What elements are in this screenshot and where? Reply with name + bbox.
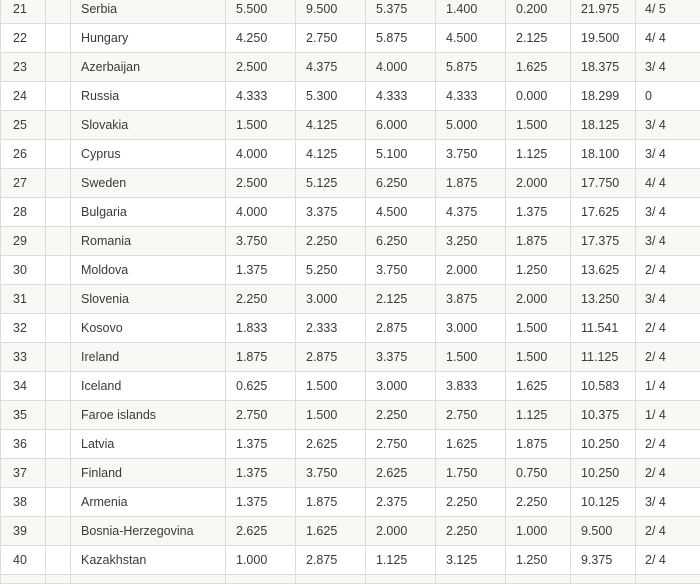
- table-row: [1, 111, 700, 140]
- total-score-cell: 18.375: [571, 53, 636, 82]
- score-4-cell: 3.750: [436, 140, 506, 169]
- flag-cell: [46, 372, 71, 401]
- country-cell: Ireland: [71, 343, 226, 372]
- empty-cell: [1, 575, 46, 584]
- score-5-cell: 1.500: [506, 314, 571, 343]
- score-3-cell: 5.875: [366, 24, 436, 53]
- country-cell: Armenia: [71, 488, 226, 517]
- flag-cell: [46, 459, 71, 488]
- ratio-cell: 2/ 4: [636, 256, 700, 285]
- rank-cell: 38: [1, 488, 46, 517]
- ratio-cell: 3/ 4: [636, 227, 700, 256]
- rank-cell: 31: [1, 285, 46, 314]
- table-row: [1, 227, 700, 256]
- table-row: [1, 140, 700, 169]
- score-2-cell: 1.625: [296, 517, 366, 546]
- total-score-cell: 11.125: [571, 343, 636, 372]
- score-3-cell: 6.000: [366, 111, 436, 140]
- score-3-cell: 4.500: [366, 198, 436, 227]
- country-cell: Kosovo: [71, 314, 226, 343]
- flag-cell: [46, 169, 71, 198]
- flag-cell: [46, 314, 71, 343]
- score-4-cell: 3.833: [436, 372, 506, 401]
- ratio-cell: 3/ 4: [636, 140, 700, 169]
- score-5-cell: 1.000: [506, 517, 571, 546]
- score-1-cell: 4.250: [226, 24, 296, 53]
- score-5-cell: 1.125: [506, 140, 571, 169]
- table-row: [1, 546, 700, 575]
- score-5-cell: 0.750: [506, 459, 571, 488]
- score-5-cell: 2.000: [506, 169, 571, 198]
- score-3-cell: 3.750: [366, 256, 436, 285]
- score-2-cell: 3.000: [296, 285, 366, 314]
- score-5-cell: 1.250: [506, 256, 571, 285]
- rank-cell: 35: [1, 401, 46, 430]
- table-row: [1, 343, 700, 372]
- score-2-cell: 3.750: [296, 459, 366, 488]
- score-5-cell: 1.500: [506, 111, 571, 140]
- score-5-cell: 2.000: [506, 285, 571, 314]
- empty-cell: [296, 575, 366, 584]
- total-score-cell: 13.625: [571, 256, 636, 285]
- rank-cell: 39: [1, 517, 46, 546]
- flag-cell: [46, 546, 71, 575]
- score-3-cell: 6.250: [366, 169, 436, 198]
- score-1-cell: 2.250: [226, 285, 296, 314]
- country-cell: Bulgaria: [71, 198, 226, 227]
- table-row: [1, 53, 700, 82]
- score-2-cell: 5.250: [296, 256, 366, 285]
- total-score-cell: 17.375: [571, 227, 636, 256]
- flag-cell: [46, 517, 71, 546]
- score-4-cell: 3.000: [436, 314, 506, 343]
- empty-cell: [571, 575, 636, 584]
- rank-cell: 27: [1, 169, 46, 198]
- score-4-cell: 2.250: [436, 517, 506, 546]
- score-3-cell: 2.750: [366, 430, 436, 459]
- score-4-cell: 3.875: [436, 285, 506, 314]
- score-5-cell: 0.000: [506, 82, 571, 111]
- flag-cell: [46, 488, 71, 517]
- score-2-cell: 3.375: [296, 198, 366, 227]
- score-3-cell: 3.375: [366, 343, 436, 372]
- score-4-cell: 2.750: [436, 401, 506, 430]
- score-5-cell: 1.250: [506, 546, 571, 575]
- score-3-cell: 2.875: [366, 314, 436, 343]
- score-2-cell: 5.300: [296, 82, 366, 111]
- score-2-cell: 4.125: [296, 140, 366, 169]
- rank-cell: 34: [1, 372, 46, 401]
- score-5-cell: 1.375: [506, 198, 571, 227]
- score-2-cell: 1.500: [296, 372, 366, 401]
- score-5-cell: 2.125: [506, 24, 571, 53]
- score-3-cell: 3.000: [366, 372, 436, 401]
- score-1-cell: 1.500: [226, 111, 296, 140]
- flag-cell: [46, 430, 71, 459]
- score-3-cell: 2.625: [366, 459, 436, 488]
- table-row: [1, 575, 700, 584]
- score-4-cell: 2.250: [436, 488, 506, 517]
- score-2-cell: 9.500: [296, 0, 366, 24]
- flag-cell: [46, 343, 71, 372]
- country-cell: Iceland: [71, 372, 226, 401]
- ratio-cell: 3/ 4: [636, 285, 700, 314]
- score-4-cell: 4.333: [436, 82, 506, 111]
- table-row: [1, 372, 700, 401]
- flag-cell: [46, 82, 71, 111]
- score-4-cell: 5.000: [436, 111, 506, 140]
- flag-cell: [46, 401, 71, 430]
- country-cell: Hungary: [71, 24, 226, 53]
- score-5-cell: 1.875: [506, 227, 571, 256]
- table-row: [1, 517, 700, 546]
- score-5-cell: 1.125: [506, 401, 571, 430]
- table-row: [1, 488, 700, 517]
- score-2-cell: 2.875: [296, 343, 366, 372]
- rank-cell: 29: [1, 227, 46, 256]
- total-score-cell: 10.250: [571, 430, 636, 459]
- country-cell: Finland: [71, 459, 226, 488]
- total-score-cell: 18.100: [571, 140, 636, 169]
- score-4-cell: 3.125: [436, 546, 506, 575]
- rank-cell: 23: [1, 53, 46, 82]
- ratio-cell: 0: [636, 82, 700, 111]
- score-4-cell: 3.250: [436, 227, 506, 256]
- score-1-cell: 5.500: [226, 0, 296, 24]
- score-3-cell: 2.250: [366, 401, 436, 430]
- ratio-cell: 1/ 4: [636, 372, 700, 401]
- score-1-cell: 0.625: [226, 372, 296, 401]
- empty-cell: [226, 575, 296, 584]
- empty-cell: [506, 575, 571, 584]
- table-row: [1, 459, 700, 488]
- total-score-cell: 9.375: [571, 546, 636, 575]
- score-5-cell: 0.200: [506, 0, 571, 24]
- table-row: [1, 314, 700, 343]
- table-row: [1, 401, 700, 430]
- table-row: [1, 430, 700, 459]
- country-cell: Cyprus: [71, 140, 226, 169]
- flag-cell: [46, 0, 71, 24]
- rank-cell: 25: [1, 111, 46, 140]
- total-score-cell: 13.250: [571, 285, 636, 314]
- score-5-cell: 1.500: [506, 343, 571, 372]
- flag-cell: [46, 24, 71, 53]
- score-4-cell: 5.875: [436, 53, 506, 82]
- total-score-cell: 9.500: [571, 517, 636, 546]
- total-score-cell: 10.125: [571, 488, 636, 517]
- score-1-cell: 2.500: [226, 53, 296, 82]
- score-1-cell: 4.000: [226, 140, 296, 169]
- ratio-cell: 4/ 5: [636, 0, 700, 24]
- ratio-cell: 4/ 4: [636, 24, 700, 53]
- score-1-cell: 1.375: [226, 256, 296, 285]
- score-1-cell: 4.333: [226, 82, 296, 111]
- ratio-cell: 1/ 4: [636, 401, 700, 430]
- table-row: [1, 256, 700, 285]
- country-cell: Bosnia-Herzegovina: [71, 517, 226, 546]
- score-4-cell: 1.750: [436, 459, 506, 488]
- score-2-cell: 5.125: [296, 169, 366, 198]
- score-2-cell: 1.875: [296, 488, 366, 517]
- flag-cell: [46, 53, 71, 82]
- score-1-cell: 2.500: [226, 169, 296, 198]
- table-row: [1, 0, 700, 24]
- table-row: [1, 169, 700, 198]
- country-cell: Faroe islands: [71, 401, 226, 430]
- score-3-cell: 2.375: [366, 488, 436, 517]
- rank-cell: 40: [1, 546, 46, 575]
- score-5-cell: 1.875: [506, 430, 571, 459]
- score-5-cell: 1.625: [506, 53, 571, 82]
- score-1-cell: 2.625: [226, 517, 296, 546]
- rank-cell: 24: [1, 82, 46, 111]
- score-2-cell: 2.333: [296, 314, 366, 343]
- total-score-cell: 10.250: [571, 459, 636, 488]
- ratio-cell: 2/ 4: [636, 314, 700, 343]
- rank-cell: 37: [1, 459, 46, 488]
- table-row: [1, 198, 700, 227]
- score-3-cell: 4.000: [366, 53, 436, 82]
- total-score-cell: 18.299: [571, 82, 636, 111]
- total-score-cell: 17.625: [571, 198, 636, 227]
- ratio-cell: 3/ 4: [636, 53, 700, 82]
- score-2-cell: 2.875: [296, 546, 366, 575]
- ratio-cell: 3/ 4: [636, 111, 700, 140]
- country-cell: Romania: [71, 227, 226, 256]
- total-score-cell: 11.541: [571, 314, 636, 343]
- score-1-cell: 3.750: [226, 227, 296, 256]
- total-score-cell: 17.750: [571, 169, 636, 198]
- table-row: [1, 24, 700, 53]
- ratio-cell: 3/ 4: [636, 198, 700, 227]
- rank-cell: 22: [1, 24, 46, 53]
- score-2-cell: 2.750: [296, 24, 366, 53]
- score-2-cell: 2.625: [296, 430, 366, 459]
- total-score-cell: 18.125: [571, 111, 636, 140]
- rank-cell: 36: [1, 430, 46, 459]
- rank-cell: 26: [1, 140, 46, 169]
- ratio-cell: 4/ 4: [636, 169, 700, 198]
- score-2-cell: 4.375: [296, 53, 366, 82]
- score-5-cell: 1.625: [506, 372, 571, 401]
- score-4-cell: 4.375: [436, 198, 506, 227]
- total-score-cell: 10.375: [571, 401, 636, 430]
- rank-cell: 28: [1, 198, 46, 227]
- empty-cell: [436, 575, 506, 584]
- score-4-cell: 1.400: [436, 0, 506, 24]
- country-cell: Slovakia: [71, 111, 226, 140]
- ratio-cell: 2/ 4: [636, 430, 700, 459]
- flag-cell: [46, 285, 71, 314]
- flag-cell: [46, 227, 71, 256]
- score-2-cell: 4.125: [296, 111, 366, 140]
- score-4-cell: 1.875: [436, 169, 506, 198]
- country-cell: Serbia: [71, 0, 226, 24]
- rank-cell: 21: [1, 0, 46, 24]
- score-1-cell: 2.750: [226, 401, 296, 430]
- country-cell: Moldova: [71, 256, 226, 285]
- score-1-cell: 1.000: [226, 546, 296, 575]
- country-cell: Kazakhstan: [71, 546, 226, 575]
- rank-cell: 32: [1, 314, 46, 343]
- country-cell: Latvia: [71, 430, 226, 459]
- empty-cell: [636, 575, 700, 584]
- ratio-cell: 2/ 4: [636, 546, 700, 575]
- table-row: [1, 285, 700, 314]
- flag-cell: [46, 256, 71, 285]
- country-cell: Azerbaijan: [71, 53, 226, 82]
- ratio-cell: 2/ 4: [636, 343, 700, 372]
- country-cell: Sweden: [71, 169, 226, 198]
- score-1-cell: 1.375: [226, 459, 296, 488]
- rank-cell: 33: [1, 343, 46, 372]
- flag-cell: [46, 111, 71, 140]
- score-4-cell: 2.000: [436, 256, 506, 285]
- score-1-cell: 1.833: [226, 314, 296, 343]
- country-cell: Russia: [71, 82, 226, 111]
- flag-cell: [46, 140, 71, 169]
- ratio-cell: 3/ 4: [636, 488, 700, 517]
- empty-cell: [71, 575, 226, 584]
- score-2-cell: 2.250: [296, 227, 366, 256]
- empty-cell: [46, 575, 71, 584]
- empty-cell: [366, 575, 436, 584]
- score-1-cell: 4.000: [226, 198, 296, 227]
- score-4-cell: 1.500: [436, 343, 506, 372]
- table-body: [1, 0, 700, 584]
- total-score-cell: 19.500: [571, 24, 636, 53]
- score-3-cell: 6.250: [366, 227, 436, 256]
- score-1-cell: 1.875: [226, 343, 296, 372]
- score-5-cell: 2.250: [506, 488, 571, 517]
- ratio-cell: 2/ 4: [636, 459, 700, 488]
- score-3-cell: 5.375: [366, 0, 436, 24]
- score-3-cell: 2.125: [366, 285, 436, 314]
- total-score-cell: 21.975: [571, 0, 636, 24]
- score-3-cell: 4.333: [366, 82, 436, 111]
- score-4-cell: 4.500: [436, 24, 506, 53]
- ratio-cell: 2/ 4: [636, 517, 700, 546]
- country-cell: Slovenia: [71, 285, 226, 314]
- score-4-cell: 1.625: [436, 430, 506, 459]
- score-3-cell: 5.100: [366, 140, 436, 169]
- score-2-cell: 1.500: [296, 401, 366, 430]
- total-score-cell: 10.583: [571, 372, 636, 401]
- rank-cell: 30: [1, 256, 46, 285]
- flag-cell: [46, 198, 71, 227]
- score-1-cell: 1.375: [226, 430, 296, 459]
- score-3-cell: 2.000: [366, 517, 436, 546]
- score-1-cell: 1.375: [226, 488, 296, 517]
- score-3-cell: 1.125: [366, 546, 436, 575]
- table-row: [1, 82, 700, 111]
